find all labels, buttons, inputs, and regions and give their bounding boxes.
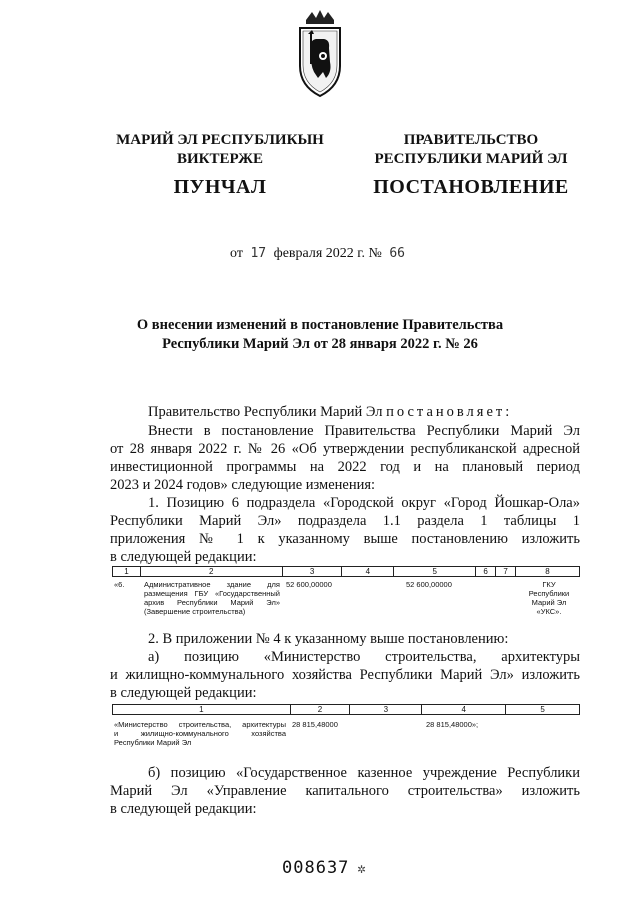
table2-header-cell: 2 <box>290 705 350 715</box>
title-line1: О внесении изменений в постановление Правительства <box>136 317 504 333</box>
document-serial-number <box>282 858 367 878</box>
date-prefix: от <box>230 246 243 261</box>
paragraph-item1-line1: 1. Позицию 6 подраздела «Городской округ «Город Йошкар-Ола» <box>148 495 580 511</box>
customer-line: Республики <box>528 589 570 598</box>
title-line2: Республики Марий Эл от 28 января 2022 г. № 26 <box>162 336 478 352</box>
customer-line: «УКС». <box>536 607 562 616</box>
table1-header-cell: 3 <box>282 567 342 577</box>
serial-digits: 008637 <box>282 858 350 878</box>
paragraph-item2a-line2: и жилищно-коммунального хозяйства Республики Марий Эл» изложить <box>110 667 580 683</box>
paragraph-item2b-line2: Марий Эл «Управление капитального строительства» изложить <box>110 783 580 799</box>
paragraph-item1-line2: Республики Марий Эл» подраздела 1.1 раздела 1 таблицы 1 <box>110 513 580 529</box>
document-title <box>100 316 540 354</box>
paragraph-item1-line3: приложения № 1 к указанному выше постановлению изложить <box>110 531 580 547</box>
table1-header-cell: 5 <box>394 567 476 577</box>
table2-header-cell: 3 <box>350 705 422 715</box>
table1-header-cell: 4 <box>342 567 394 577</box>
table2-row-amount-total: 28 815,48000»; <box>426 720 479 729</box>
document-date-line <box>0 246 639 262</box>
header-left-line2: ВИКТЕРЖЕ <box>176 151 264 167</box>
ministry-line: «Министерство строительства, архитектуры <box>114 720 286 729</box>
paragraph-item2a-line3: в следующей редакции: <box>110 685 257 701</box>
watermark-star-icon: ✲ <box>357 861 367 877</box>
date-month-year: февраля 2022 г. № <box>273 246 382 261</box>
preamble-text: Правительство Республики Марий Эл <box>148 404 383 420</box>
paragraph-item2b-line1: б) позицию «Государственное казенное учреждение Республики <box>148 765 580 781</box>
table1-row-amount-total: 52 600,00000 <box>406 580 452 589</box>
table1-header-cell: 2 <box>140 567 282 577</box>
table1-header-cell: 6 <box>476 567 496 577</box>
preamble-spaced-verb: постановляет: <box>386 404 513 420</box>
paragraph-preamble <box>148 403 580 421</box>
table1-row-index: «6. <box>114 580 125 589</box>
paragraph-intro-line4: 2023 и 2024 годов» следующие изменения: <box>110 477 376 493</box>
coat-of-arms-emblem-icon <box>296 6 344 100</box>
object-line: (Завершение строительства) <box>144 607 246 616</box>
header-right-line1: ПРАВИТЕЛЬСТВО <box>403 132 539 148</box>
ministry-line: и жилищно-коммунального хозяйства <box>114 729 286 738</box>
table2-header-cell: 5 <box>506 705 580 715</box>
table1-row-customer <box>518 580 580 616</box>
table2-row-ministry <box>114 720 286 747</box>
paragraph-item1-line4: в следующей редакции: <box>110 549 257 565</box>
customer-line: Марий Эл <box>531 598 567 607</box>
paragraph-intro-line3: инвестиционной программы на 2022 год и на плановый период <box>110 459 580 475</box>
header-left-line1: МАРИЙ ЭЛ РЕСПУБЛИКЫН <box>116 132 324 148</box>
customer-line: ГКУ <box>542 580 556 589</box>
ministry-line: Республики Марий Эл <box>114 738 192 747</box>
table2-header-cell: 4 <box>422 705 506 715</box>
table1-header <box>112 566 580 577</box>
table1-row-object <box>144 580 280 616</box>
table2-header-cell: 1 <box>113 705 291 715</box>
table1-header-cell: 7 <box>496 567 516 577</box>
header-right-doc-type: ПОСТАНОВЛЕНИЕ <box>373 176 569 198</box>
paragraph-intro-line1: Внести в постановление Правительства Республики Марий Эл <box>148 423 580 439</box>
table1-header-cell: 8 <box>516 567 580 577</box>
object-line: размещения ГБУ «Государственный <box>144 589 280 598</box>
header-left-doc-type: ПУНЧАЛ <box>173 176 267 198</box>
paragraph-item2: 2. В приложении № 4 к указанному выше постановлению: <box>148 631 509 647</box>
paragraph-item2a-line1: а) позицию «Министерство строительства, архитектуры <box>148 649 580 665</box>
table2-header <box>112 704 580 715</box>
header-right-line2: РЕСПУБЛИКИ МАРИЙ ЭЛ <box>374 151 568 167</box>
object-line: архив Республики Марий Эл» <box>144 598 280 607</box>
date-day: 17 <box>250 246 267 261</box>
table2-row-amount: 28 815,48000 <box>292 720 338 729</box>
table1-header-cell: 1 <box>113 567 141 577</box>
table1-row-amount: 52 600,00000 <box>286 580 332 589</box>
document-number: 66 <box>389 246 405 261</box>
paragraph-intro-line2: от 28 января 2022 г. № 26 «Об утверждении республиканской адресной <box>110 441 580 457</box>
object-line: Административное здание для <box>144 580 280 589</box>
paragraph-item2b-line3: в следующей редакции: <box>110 801 257 817</box>
